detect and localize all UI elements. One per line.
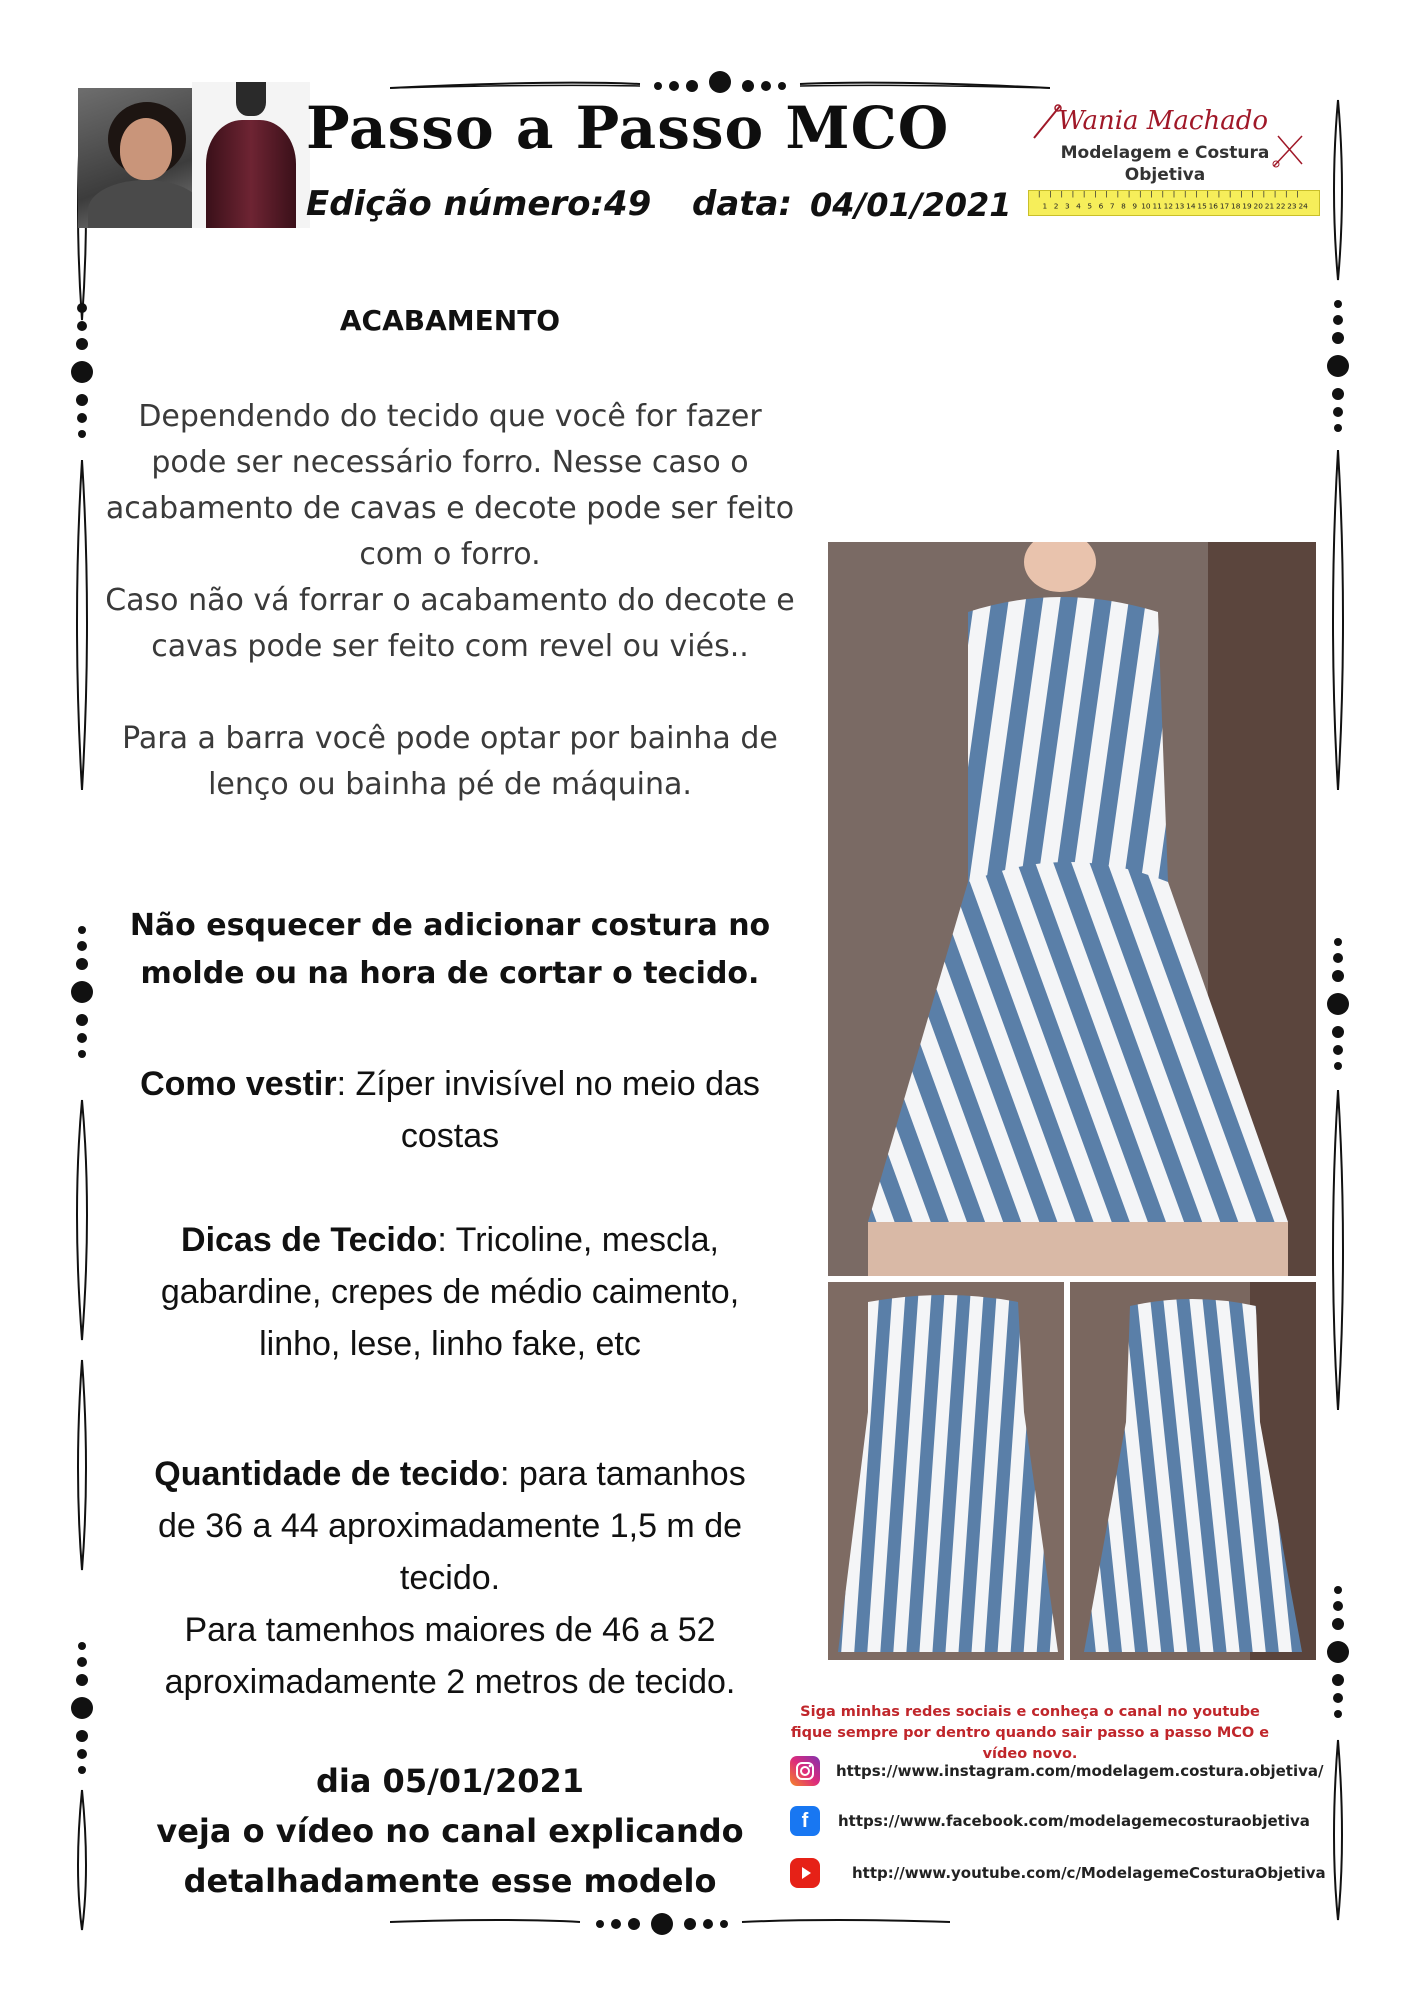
page-title: Passo a Passo MCO bbox=[306, 94, 950, 162]
ruler-number: 18 bbox=[1231, 201, 1241, 211]
mannequin-photo bbox=[192, 82, 310, 228]
needle-icon bbox=[1030, 102, 1064, 142]
how-to-wear bbox=[100, 1058, 800, 1162]
fabric-quantity-text: : para tamanhos bbox=[500, 1455, 746, 1493]
right-border bbox=[1318, 90, 1358, 1940]
text-line: tecido. bbox=[399, 1559, 501, 1597]
text-line: Dependendo do tecido que você for fazer bbox=[138, 399, 762, 434]
how-to-wear-text2: costas bbox=[400, 1117, 500, 1155]
dress-photo-side bbox=[828, 1282, 1064, 1660]
ruler-number: 21 bbox=[1264, 201, 1275, 211]
ruler-number: 24 bbox=[1298, 201, 1308, 211]
youtube-icon[interactable] bbox=[790, 1858, 820, 1888]
ruler-number: 17 bbox=[1219, 201, 1230, 211]
ruler-number: 3 bbox=[1064, 201, 1070, 211]
ruler-number: 8 bbox=[1121, 201, 1126, 211]
edition-label: Edição número: bbox=[306, 184, 605, 224]
ruler-number: 11 bbox=[1152, 201, 1162, 211]
text-line: Para a barra você pode optar por bainha de bbox=[122, 721, 778, 756]
ruler-number: 16 bbox=[1208, 201, 1219, 211]
text-line: detalhadamente esse modelo bbox=[183, 1862, 717, 1900]
fabric-quantity-label: Quantidade de tecido bbox=[154, 1455, 500, 1493]
dress-photo-main bbox=[828, 542, 1316, 1276]
youtube-link-row[interactable] bbox=[790, 1858, 1330, 1892]
fabric-tips bbox=[100, 1214, 800, 1370]
text-line: aproximadamente 2 metros de tecido. bbox=[164, 1663, 736, 1701]
fabric-tips-label: Dicas de Tecido bbox=[181, 1221, 438, 1259]
finishing-paragraph bbox=[100, 394, 800, 670]
text-line: acabamento de cavas e decote pode ser feito bbox=[105, 491, 795, 526]
ruler-number: 2 bbox=[1053, 201, 1059, 211]
ruler bbox=[1028, 190, 1320, 216]
text-line: lenço ou bainha pé de máquina. bbox=[208, 767, 692, 802]
left-border bbox=[62, 90, 102, 1940]
instagram-url[interactable]: https://www.instagram.com/modelagem.costura.objetiva/ bbox=[836, 1762, 1324, 1780]
social-heading-line1: Siga minhas redes sociais e conheça o canal no youtube bbox=[800, 1704, 1260, 1720]
hem-paragraph bbox=[100, 716, 800, 808]
ruler-number: 10 bbox=[1141, 201, 1151, 211]
scissors-icon bbox=[1268, 130, 1308, 170]
edition-number: 49 bbox=[604, 184, 652, 224]
brand-name: Wania Machado bbox=[1058, 106, 1269, 136]
fabric-quantity bbox=[100, 1448, 800, 1708]
ruler-number: 7 bbox=[1109, 201, 1115, 211]
seam-warning bbox=[100, 902, 800, 998]
ruler-number: 14 bbox=[1186, 201, 1196, 211]
text-line: cavas pode ser feito com revel ou viés.. bbox=[151, 629, 749, 664]
ruler-number: 6 bbox=[1098, 201, 1104, 211]
video-notice bbox=[100, 1756, 800, 1906]
instagram-link-row[interactable] bbox=[790, 1756, 1324, 1790]
text-line: veja o vídeo no canal explicando bbox=[156, 1812, 744, 1850]
ruler-number: 22 bbox=[1275, 201, 1286, 211]
text-line: Não esquecer de adicionar costura no bbox=[129, 908, 771, 943]
text-line: Caso não vá forrar o acabamento do decote e bbox=[105, 583, 795, 618]
ruler-number: 15 bbox=[1197, 201, 1207, 211]
section-heading: ACABAMENTO bbox=[339, 304, 561, 337]
how-to-wear-label: Como vestir bbox=[140, 1065, 337, 1103]
text-line: pode ser necessário forro. Nesse caso o bbox=[151, 445, 749, 480]
text-line: molde ou na hora de cortar o tecido. bbox=[140, 956, 760, 991]
ruler-number: 5 bbox=[1087, 201, 1093, 211]
ruler-number: 20 bbox=[1253, 201, 1263, 211]
date-value: 04/01/2021 bbox=[810, 186, 1012, 224]
ruler-number: 4 bbox=[1076, 201, 1081, 211]
fabric-tips-text2: gabardine, crepes de médio caimento, bbox=[160, 1273, 740, 1311]
instagram-icon[interactable] bbox=[790, 1756, 820, 1786]
dress-photo-back bbox=[1070, 1282, 1316, 1660]
social-heading-line2: fique sempre por dentro quando sair passo a passo MCO e vídeo novo. bbox=[790, 1725, 1270, 1762]
brand-subtitle-line2: Objetiva bbox=[1124, 165, 1206, 185]
youtube-url[interactable]: http://www.youtube.com/c/ModelagemeCosturaObjetiva bbox=[852, 1864, 1326, 1882]
text-line: com o forro. bbox=[359, 537, 541, 572]
facebook-url[interactable]: https://www.facebook.com/modelagemecosturaobjetiva bbox=[838, 1812, 1310, 1830]
fabric-tips-text: : Tricoline, mescla, bbox=[437, 1221, 719, 1259]
ruler-number: 13 bbox=[1174, 201, 1185, 211]
video-date: dia 05/01/2021 bbox=[315, 1762, 585, 1800]
text-line: de 36 a 44 aproximadamente 1,5 m de bbox=[157, 1507, 743, 1545]
ruler-number: 1 bbox=[1042, 201, 1048, 211]
facebook-icon[interactable]: f bbox=[790, 1806, 820, 1836]
facebook-link-row[interactable] bbox=[790, 1806, 1310, 1840]
ruler-number: 9 bbox=[1132, 201, 1138, 211]
brand-subtitle-line1: Modelagem e Costura bbox=[1060, 143, 1270, 163]
date-label: data: bbox=[692, 184, 793, 224]
ruler-number: 12 bbox=[1163, 201, 1174, 211]
ruler-number: 19 bbox=[1242, 201, 1252, 211]
how-to-wear-text: : Zíper invisível no meio das bbox=[336, 1065, 760, 1103]
ruler-number: 23 bbox=[1287, 201, 1297, 211]
bottom-ornament bbox=[390, 1904, 950, 1940]
brand-subtitle bbox=[1060, 142, 1270, 186]
text-line: Para tamenhos maiores de 46 a 52 bbox=[184, 1611, 716, 1649]
fabric-tips-text3: linho, lese, linho fake, etc bbox=[259, 1325, 641, 1363]
